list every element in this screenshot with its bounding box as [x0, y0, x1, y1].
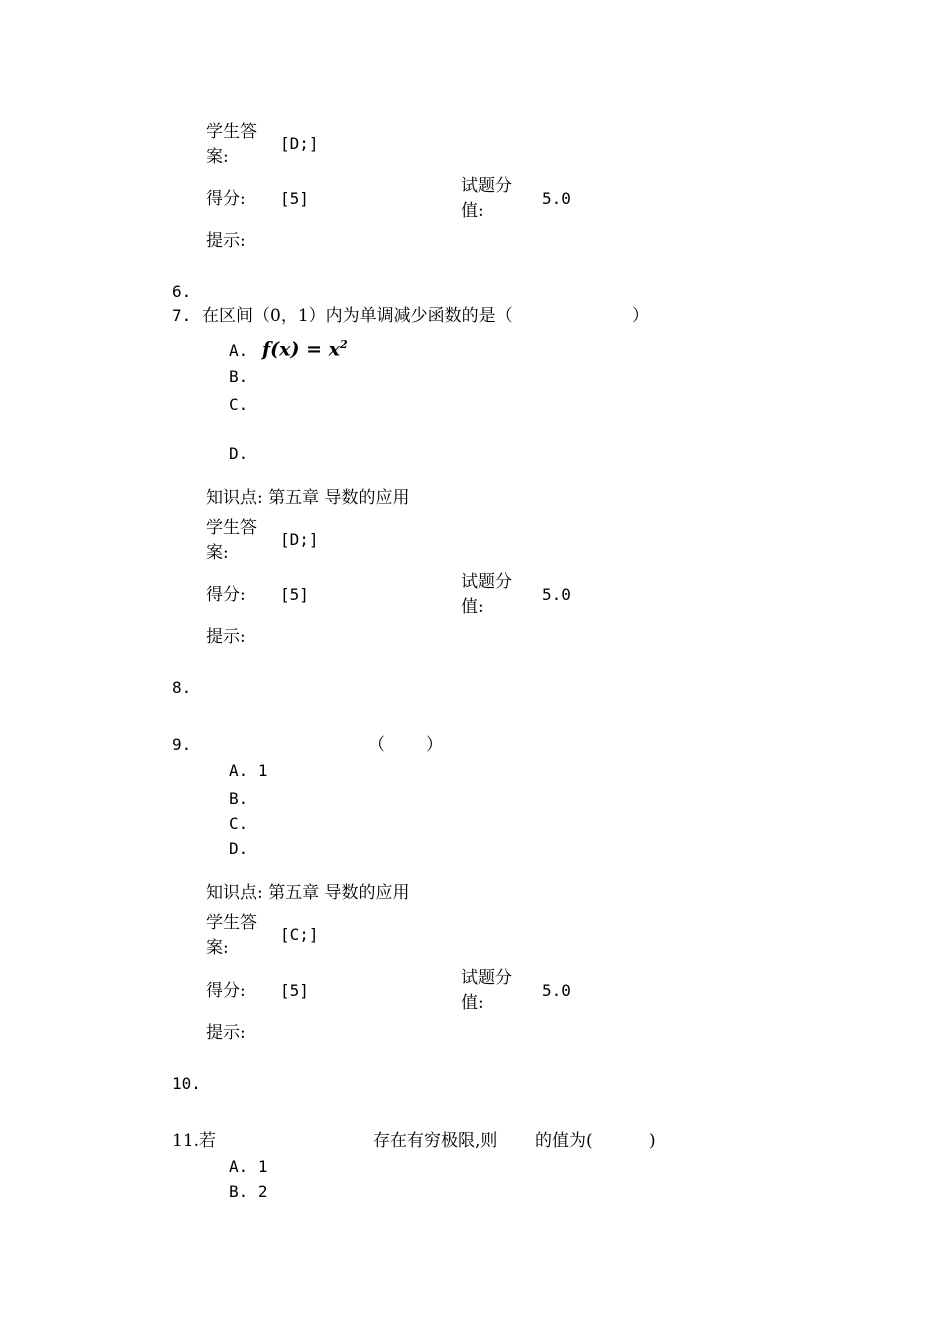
knowledge-point: 知识点: 第五章 导数的应用 — [206, 883, 410, 903]
score-value: [5] — [280, 189, 309, 208]
question-9-open-paren: （ — [368, 735, 385, 755]
option-a: A. 1 — [229, 1157, 268, 1176]
option-a: A. 1 — [229, 761, 268, 780]
knowledge-point: 知识点: 第五章 导数的应用 — [206, 488, 410, 508]
question-value: 5.0 — [542, 189, 571, 208]
option-d: D. — [229, 444, 249, 463]
option-c: C. — [229, 395, 249, 414]
question-7-close-paren: ） — [632, 306, 649, 326]
hint-label: 提示: — [206, 627, 246, 647]
student-answer-label: 学生答案: — [206, 913, 257, 958]
question-number-9: 9. — [172, 735, 192, 754]
option-a-formula-base: f(x) = x — [262, 338, 340, 361]
student-answer-label: 学生答案: — [206, 518, 257, 563]
question-11-text-end: 的值为( — [535, 1131, 593, 1151]
student-answer-value: [C;] — [280, 925, 319, 944]
option-b: B. 2 — [229, 1182, 268, 1201]
question-7-text: 在区间（0，1）内为单调减少函数的是（ — [202, 306, 513, 326]
question-value: 5.0 — [542, 585, 571, 604]
question-number-6: 6. — [172, 282, 192, 301]
question-11-lead: 11.若 — [172, 1131, 217, 1151]
student-answer-value: [D;] — [280, 134, 319, 153]
option-a-formula — [262, 333, 348, 361]
score-value: [5] — [280, 585, 309, 604]
option-b: B. — [229, 367, 249, 386]
hint-label: 提示: — [206, 1023, 246, 1043]
question-value-label: 试题分值: — [461, 572, 512, 617]
hint-label: 提示: — [206, 231, 246, 251]
option-b: B. — [229, 789, 249, 808]
question-number-7: 7. — [172, 306, 192, 325]
option-a-formula-exponent: 2 — [339, 338, 348, 351]
question-value: 5.0 — [542, 981, 571, 1000]
score-label: 得分: — [206, 189, 246, 209]
question-value-label: 试题分值: — [461, 176, 512, 221]
question-value-label: 试题分值: — [461, 968, 512, 1013]
student-answer-label: 学生答案: — [206, 122, 257, 167]
score-label: 得分: — [206, 585, 246, 605]
score-label: 得分: — [206, 981, 246, 1001]
option-a: A. — [229, 341, 249, 360]
question-number-8: 8. — [172, 678, 192, 697]
question-9-close-paren: ） — [426, 735, 443, 755]
option-c: C. — [229, 814, 249, 833]
option-d: D. — [229, 839, 249, 858]
score-value: [5] — [280, 981, 309, 1000]
question-number-10: 10. — [172, 1074, 201, 1093]
student-answer-value: [D;] — [280, 530, 319, 549]
question-11-close-paren: ) — [649, 1131, 656, 1151]
question-11-text-mid: 存在有穷极限,则 — [373, 1131, 498, 1151]
